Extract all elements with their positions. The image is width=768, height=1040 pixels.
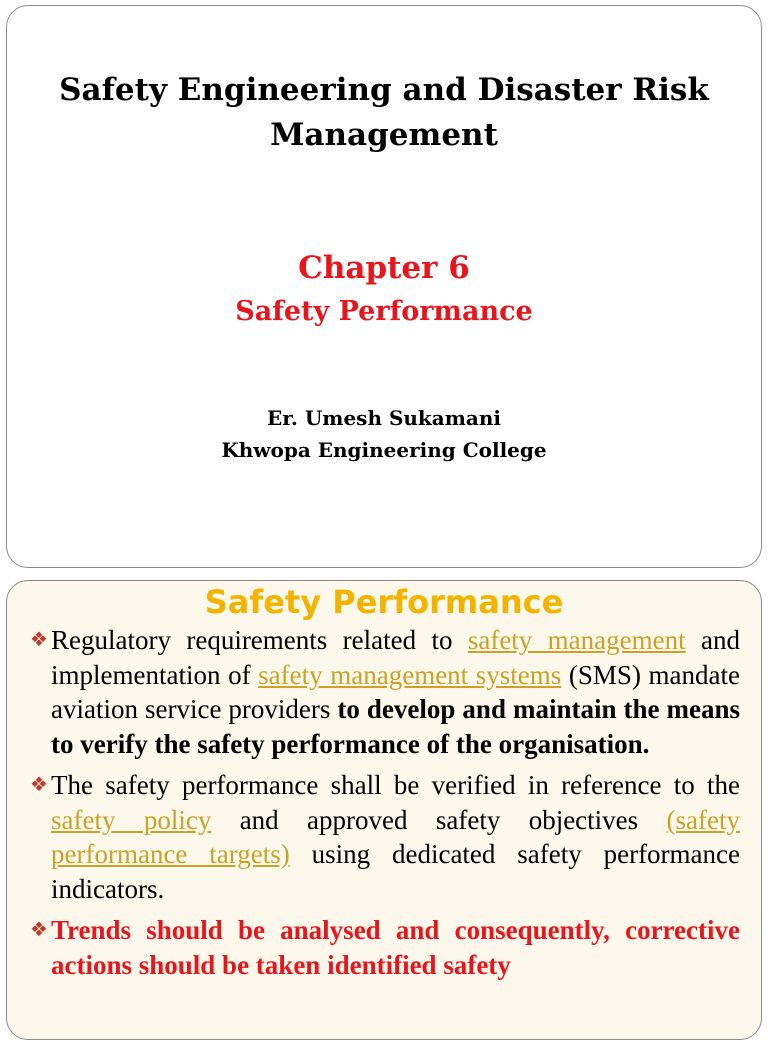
link-safety-management[interactable]: safety management bbox=[467, 625, 686, 655]
chapter-subtitle: Safety Performance bbox=[235, 296, 533, 327]
presentation-title bbox=[7, 68, 761, 158]
link-safety-policy[interactable]: safety policy bbox=[51, 804, 212, 835]
link-safety-performance-targets[interactable]: (safety performance targets) bbox=[51, 804, 740, 869]
link-safety-management-systems[interactable]: safety management systems bbox=[258, 659, 562, 690]
diamond-bullet-icon: ❖ bbox=[30, 919, 48, 941]
content-slide bbox=[6, 580, 762, 1040]
chapter-heading: Chapter 6 bbox=[298, 250, 470, 286]
college-name: Khwopa Engineering College bbox=[221, 438, 547, 462]
slide-title: Safety Performance bbox=[204, 583, 564, 621]
bullet-item-2: ❖ The safety performance shall be verified in reference to the safety policy and approved safety objectives (safety performance targets) using dedicated safety performance indicators. bbox=[30, 770, 741, 904]
title-slide bbox=[6, 5, 762, 568]
bullet-item-3: ❖ Trends should be analysed and consequently, corrective actions should be taken identified safety bbox=[30, 915, 740, 980]
bullet-item-1: ❖ Regulatory requirements related to safety management and implementation of safety management systems (SMS) mandate aviation service providers to develop and maintain the means to verify the safety performance of the organisation. bbox=[30, 625, 741, 759]
author-name: Er. Umesh Sukamani bbox=[266, 406, 502, 430]
title-line-2: Management bbox=[270, 117, 498, 153]
diamond-bullet-icon: ❖ bbox=[30, 774, 48, 796]
author-block bbox=[7, 402, 761, 466]
title-line-1: Safety Engineering and Disaster Risk bbox=[59, 72, 709, 108]
bullet-list bbox=[30, 623, 740, 989]
diamond-bullet-icon: ❖ bbox=[30, 629, 48, 651]
